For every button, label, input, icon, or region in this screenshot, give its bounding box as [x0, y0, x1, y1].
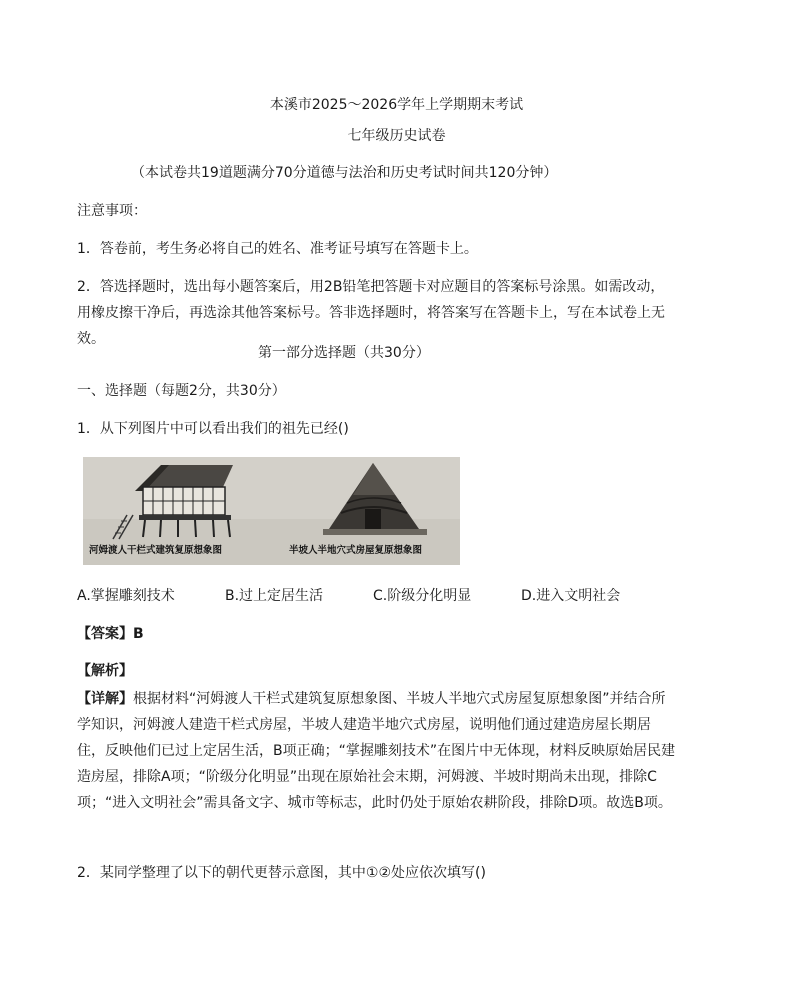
section-heading: 一、选择题（每题2分，共30分）	[77, 383, 286, 399]
figure-caption-right: 半坡人半地穴式房屋复原想象图	[289, 545, 423, 556]
detail-paragraph	[77, 686, 677, 816]
figure-caption-left: 河姆渡人干栏式建筑复原想象图	[89, 545, 223, 556]
question-1-stem: 1．从下列图片中可以看出我们的祖先已经()	[77, 421, 349, 437]
option-d: D.进入文明社会	[521, 588, 621, 604]
notice-heading: 注意事项：	[77, 203, 147, 219]
option-a: A.掌握雕刻技术	[77, 588, 175, 604]
question-1-figure	[83, 457, 460, 565]
option-c: C.阶级分化明显	[373, 588, 472, 604]
detail-label: 【详解】	[77, 691, 133, 707]
detail-text: 根据材料“河姆渡人干栏式建筑复原想象图、半坡人半地穴式房屋复原想象图”并结合所学知识，河姆渡人建造干栏式房屋，半坡人建造半地穴式房屋，说明他们通过建造房屋长期居住，反映他们已过上定居生活，B项正确；“掌握雕刻技术”在图片中无体现，材料反映原始居民建造房屋，排除A项；“阶级分化明显”出现在原始社会末期，河姆渡、半坡时期尚未出现，排除C项；“进入文明社会”需具备文字、城市等标志，此时仍处于原始农耕阶段，排除D项。故选B项。	[77, 691, 676, 811]
question-2-stem: 2．某同学整理了以下的朝代更替示意图，其中①②处应依次填写()	[77, 865, 486, 881]
option-b: B.过上定居生活	[225, 588, 324, 604]
exam-title: 本溪市2025～2026学年上学期期末考试	[269, 97, 524, 113]
notice-item-2: 2．答选择题时，选出每小题答案后，用2B铅笔把答题卡对应题目的答案标号涂黑。如需改动，用橡皮擦干净后，再选涂其他答案标号。答非选择题时，将答案写在答题卡上，写在本试卷上无效。	[77, 279, 665, 347]
analysis-label: 【解析】	[77, 663, 133, 679]
answer-label: 【答案】B	[77, 626, 144, 642]
exam-subtitle: 七年级历史试卷	[347, 128, 446, 144]
exam-note: （本试卷共19道题满分70分道德与法治和历史考试时间共120分钟）	[131, 165, 558, 181]
part-title: 第一部分选择题（共30分）	[258, 345, 430, 361]
notice-item-1: 1．答卷前，考生务必将自己的姓名、准考证号填写在答题卡上。	[77, 241, 478, 257]
